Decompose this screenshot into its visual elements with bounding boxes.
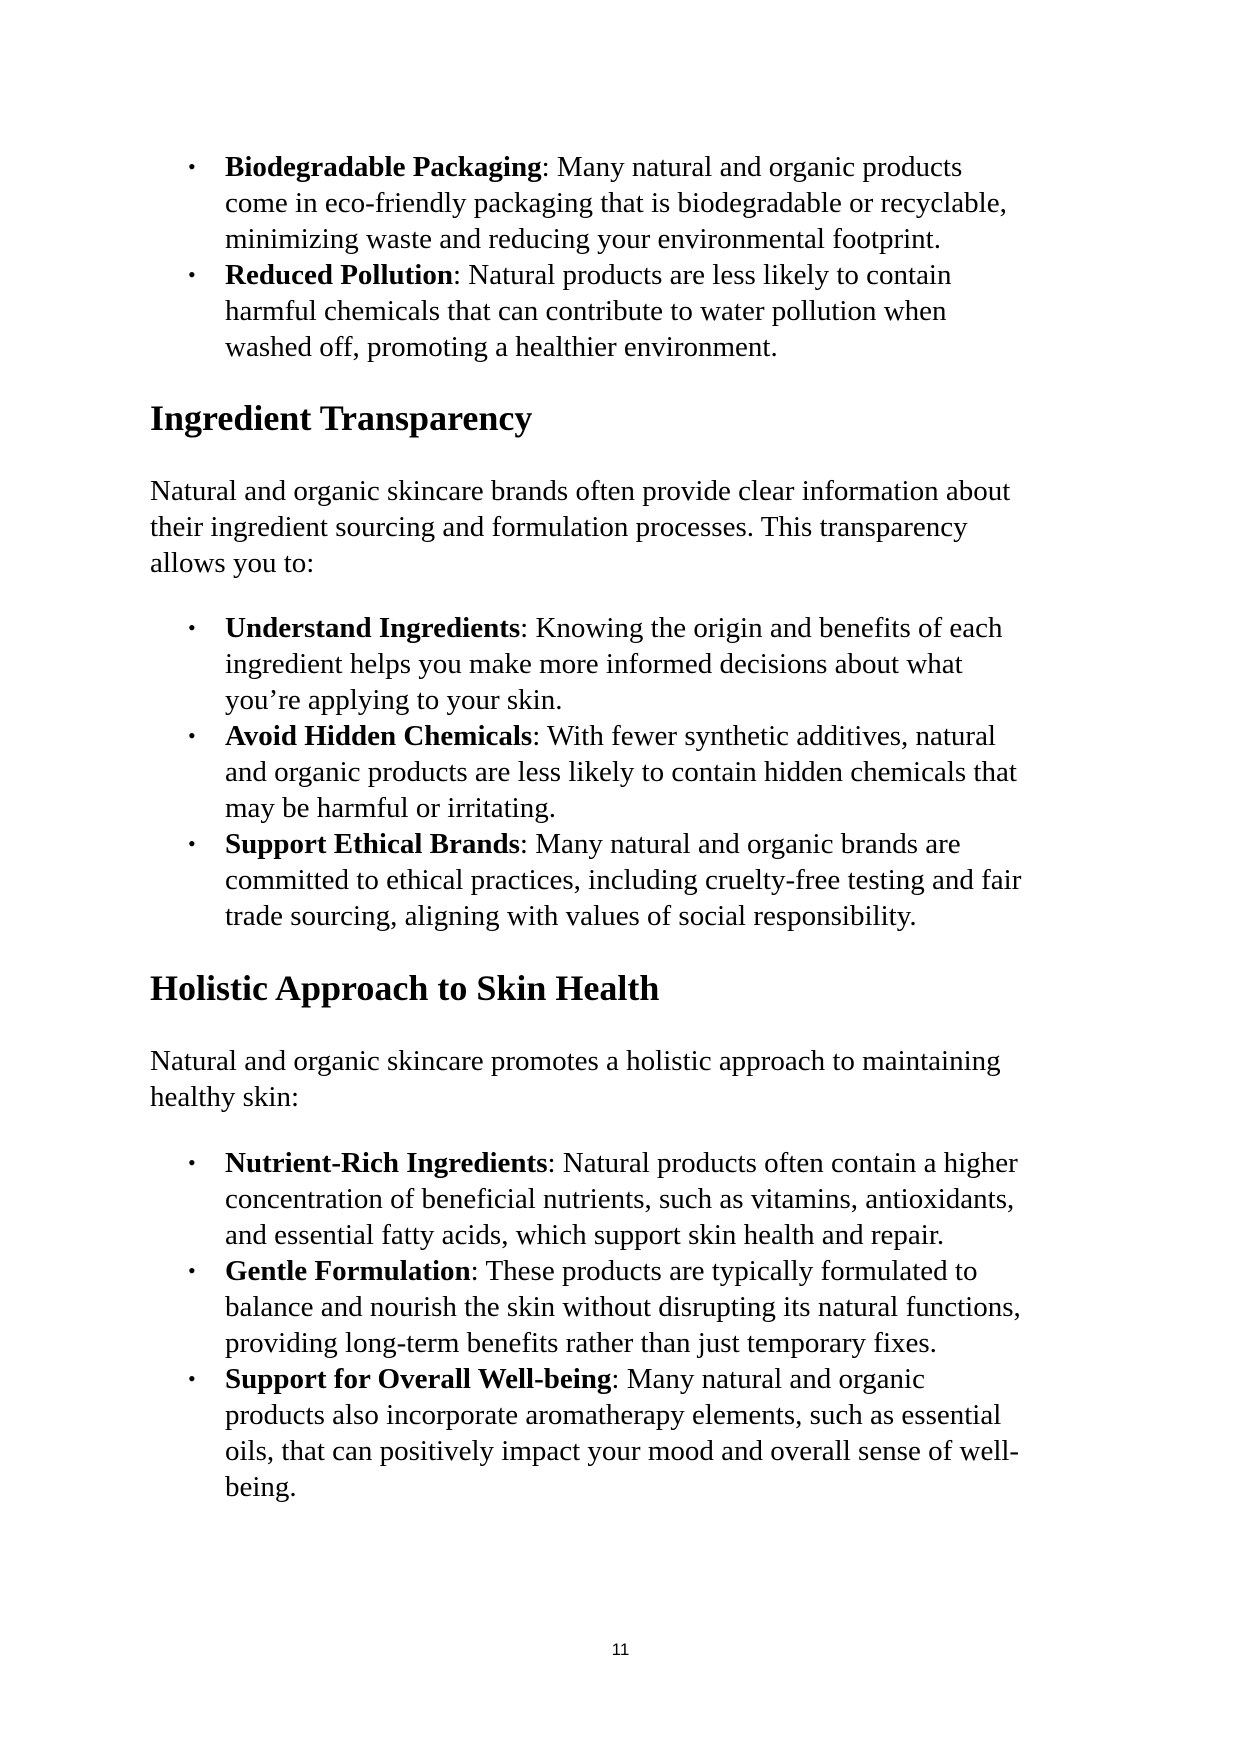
paragraph-line: allows you to: [150, 547, 315, 579]
list-item-label: Support for Overall Well-being [225, 1363, 612, 1395]
list-item-line [225, 1253, 1110, 1289]
list-item-label: Biodegradable Packaging [225, 151, 542, 183]
list-item [150, 149, 1110, 257]
list-item-line [225, 718, 1110, 754]
bullet-icon: • [188, 262, 196, 287]
list-item-line [225, 610, 1110, 646]
list-item [150, 826, 1110, 934]
list-item [150, 257, 1110, 365]
paragraph-holistic-approach [150, 1043, 1110, 1115]
bullet-list-holistic [150, 1145, 1110, 1505]
list-item-line [225, 257, 1110, 293]
list-item-line: ingredient helps you make more informed decisions about what [225, 648, 963, 680]
list-item-label: Gentle Formulation [225, 1255, 471, 1287]
list-item [150, 610, 1110, 718]
list-item-text: : Natural products are less likely to contain [453, 259, 952, 291]
list-item [150, 718, 1110, 826]
list-item-line: minimizing waste and reducing your environmental footprint. [225, 223, 941, 255]
list-item-label: Nutrient-Rich Ingredients [225, 1147, 548, 1179]
paragraph-line: their ingredient sourcing and formulation processes. This transparency [150, 511, 968, 543]
list-item-text: : Many natural and organic [611, 1363, 925, 1395]
bullet-icon: • [188, 831, 196, 856]
list-item-label: Avoid Hidden Chemicals [225, 720, 533, 752]
list-item-label: Understand Ingredients [225, 612, 521, 644]
paragraph-line: Natural and organic skincare brands often provide clear information about [150, 475, 1011, 507]
list-item-line [225, 826, 1110, 862]
list-item-line: you’re applying to your skin. [225, 684, 563, 716]
list-item-line: being. [225, 1471, 297, 1503]
list-item-line: and essential fatty acids, which support skin health and repair. [225, 1219, 945, 1251]
heading-holistic-approach: Holistic Approach to Skin Health [150, 968, 660, 1008]
list-item-line: committed to ethical practices, including cruelty-free testing and fair [225, 864, 1022, 896]
list-item-line: trade sourcing, aligning with values of social responsibility. [225, 900, 917, 932]
list-item [150, 1253, 1110, 1361]
list-item [150, 1145, 1110, 1253]
bullet-icon: • [188, 1150, 196, 1175]
list-item-label: Reduced Pollution [225, 259, 453, 291]
list-item [150, 1361, 1110, 1505]
bullet-icon: • [188, 154, 196, 179]
list-item-line: oils, that can positively impact your mood and overall sense of well- [225, 1435, 1020, 1467]
bullet-icon: • [188, 1258, 196, 1283]
list-item-text: : Many natural and organic brands are [519, 828, 961, 860]
bullet-list-transparency [150, 610, 1110, 934]
list-item-line: concentration of beneficial nutrients, such as vitamins, antioxidants, [225, 1183, 1015, 1215]
paragraph-ingredient-transparency [150, 473, 1110, 581]
paragraph-line: healthy skin: [150, 1081, 300, 1113]
bullet-icon: • [188, 615, 196, 640]
list-item-line: come in eco-friendly packaging that is biodegradable or recyclable, [225, 187, 1007, 219]
page-number: 11 [611, 1640, 630, 1659]
list-item-text: : These products are typically formulated to [470, 1255, 978, 1287]
list-item-line: balance and nourish the skin without disrupting its natural functions, [225, 1291, 1021, 1323]
paragraph-line: Natural and organic skincare promotes a holistic approach to maintaining [150, 1045, 1001, 1077]
bullet-icon: • [188, 1366, 196, 1391]
list-item-line: and organic products are less likely to contain hidden chemicals that [225, 756, 1017, 788]
list-item-text: : Natural products often contain a higher [547, 1147, 1018, 1179]
list-item-line [225, 149, 1110, 185]
list-item-line [225, 1145, 1110, 1181]
list-item-line [225, 1361, 1110, 1397]
bullet-icon: • [188, 723, 196, 748]
list-item-line: providing long-term benefits rather than just temporary fixes. [225, 1327, 937, 1359]
list-item-text: : Many natural and organic products [541, 151, 963, 183]
list-item-text: : Knowing the origin and benefits of each [520, 612, 1003, 644]
list-item-line: harmful chemicals that can contribute to water pollution when [225, 295, 947, 327]
bullet-list-environment [150, 149, 1110, 365]
heading-ingredient-transparency: Ingredient Transparency [150, 398, 533, 438]
list-item-line: may be harmful or irritating. [225, 792, 556, 824]
list-item-label: Support Ethical Brands [225, 828, 520, 860]
list-item-text: : With fewer synthetic additives, natural [532, 720, 996, 752]
list-item-line: products also incorporate aromatherapy elements, such as essential [225, 1399, 1002, 1431]
list-item-line: washed off, promoting a healthier environment. [225, 331, 778, 363]
